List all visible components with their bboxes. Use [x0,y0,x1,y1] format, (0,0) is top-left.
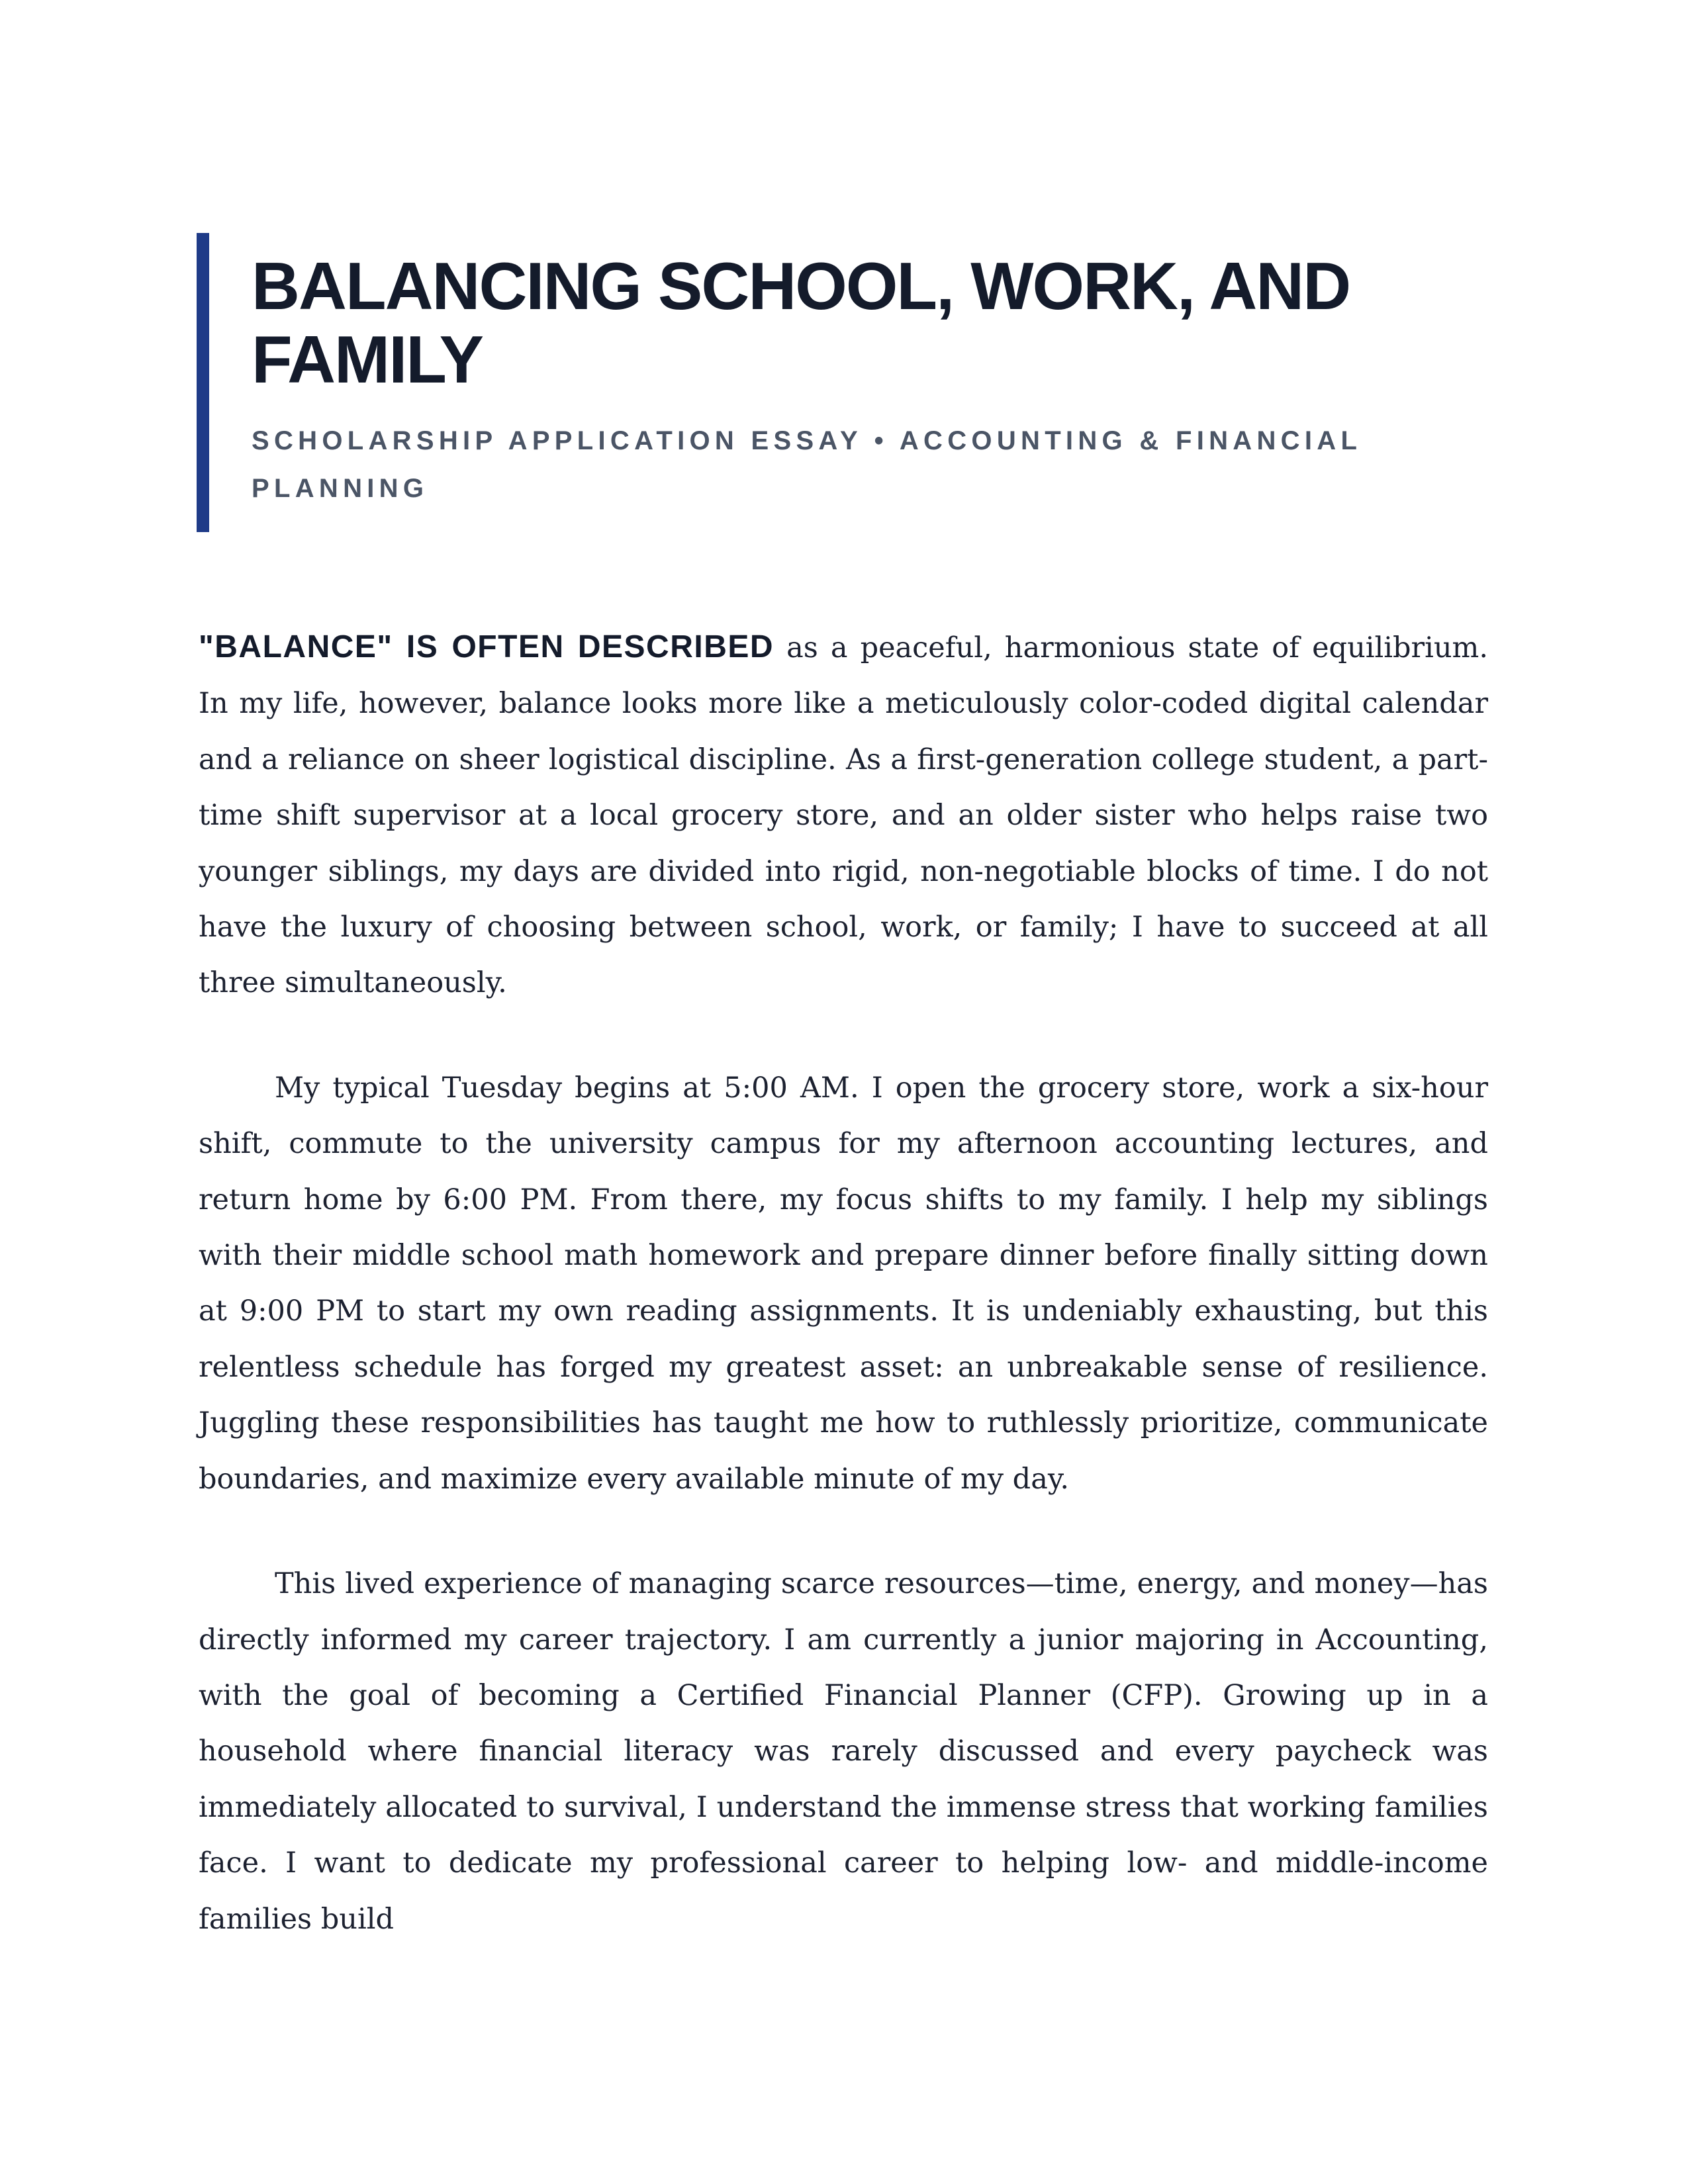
lead-in-text: "BALANCE" IS OFTEN DESCRIBED [199,629,774,664]
paragraph-2: My typical Tuesday begins at 5:00 AM. I open the grocery store, work a six-hour shift, commute to the university campus for my afternoon accounting lectures, and return home by 6:00 PM. From there, my focus shifts to my family. I help my siblings with their middle school math homework and prepare dinner before finally sitting down at 9:00 PM to start my own reading assignments. It is undeniably exhausting, but this relentless schedule has forged my greatest asset: an unbreakable sense of resilience. Juggling these responsibilities has taught me how to ruthlessly prioritize, communicate boundaries, and maximize every available minute of my day. [199,1071,1488,1496]
page-subtitle: SCHOLARSHIP APPLICATION ESSAY • ACCOUNTING & FINANCIAL PLANNING [252,426,1362,503]
essay-header [197,233,1487,532]
paragraph-3: This lived experience of managing scarce resources—time, energy, and money—has directly informed my career trajectory. I am currently a junior majoring in Accounting, with the goal of becoming a Certified Financial Planner (CFP). Growing up in a household where financial literacy was rarely discussed and every paycheck was immediately allocated to survival, I understand the immense stress that working families face. I want to dedicate my professional career to helping low- and middle-income families build [199,1567,1488,1936]
page-title: BALANCING SCHOOL, WORK, AND FAMILY [252,250,1350,397]
essay-body [199,619,1488,1996]
paragraph-1 [199,619,1488,1011]
paragraph-1-text: as a peaceful, harmonious state of equilibrium. In my life, however, balance looks more like a meticulously color-coded digital calendar and a reliance on sheer logistical discipline. As a first-generation college student, a part-time shift supervisor at a local grocery store, and an older sister who helps raise two younger siblings, my days are divided into rigid, non-negotiable blocks of time. I do not have the luxury of choosing between school, work, or family; I have to succeed at all three simultaneously. [199,631,1489,1000]
